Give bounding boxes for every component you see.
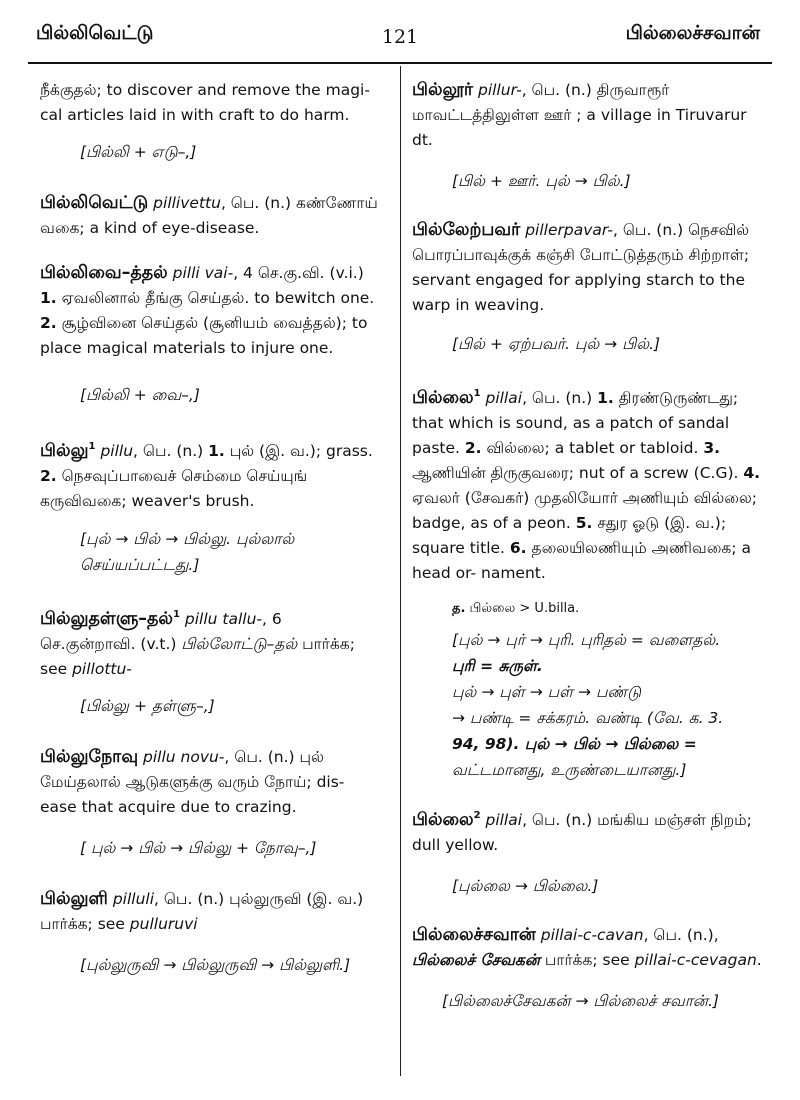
etymology-line: 94, 98). புல் → பில் → பில்லை =	[452, 734, 697, 753]
right-column	[412, 78, 764, 1014]
etymology: [பில் + ஏற்பவர். புல் → பில்.]	[452, 335, 661, 353]
left-column	[40, 78, 380, 978]
definition: புல் (இ. வ.); grass.	[224, 441, 373, 460]
cognate	[452, 596, 764, 621]
definition: , பெ. (n.)	[133, 441, 209, 460]
entry-pillu-novu	[40, 745, 380, 820]
headword: பில்லுதள்ளு–தல்$^1$	[40, 608, 180, 629]
transliteration: pillerpavar-	[525, 221, 613, 239]
header-rule	[28, 62, 772, 64]
sense-number: 1.	[40, 289, 57, 307]
etymology: [பில்லு + தள்ளு–,]	[80, 696, 215, 715]
entry-pillu-1	[40, 434, 380, 514]
headword: பில்லிவை–த்தல்	[40, 263, 168, 283]
definition: சதுர ஓடு (இ. வ.); square title.	[412, 513, 727, 557]
entry-pillai-1	[412, 381, 764, 586]
definition: ஆணியின் திருகுவரை; nut of a screw (C.G).	[412, 463, 744, 482]
sense-number: 2.	[40, 466, 57, 485]
definition: திரண்டுருண்டது; that which is sound, as a patch of sandal paste.	[412, 388, 739, 457]
definition: சூழ்வினை செய்தல் (சூனியம் வைத்தல்); to place magical materials to injure one.	[40, 314, 368, 357]
headword: பில்லுளி	[40, 888, 108, 909]
sense-number: 4.	[743, 463, 761, 482]
etymology-line: புரி = சுருள்.	[452, 656, 543, 675]
headword: பில்லை$^2$	[412, 809, 481, 830]
entry-continuation	[40, 78, 380, 128]
definition: வில்லை; a tablet or tabloid.	[481, 438, 704, 457]
definition: ஏவலினால் தீங்கு செய்தல். to bewitch one.	[56, 289, 375, 307]
headword: பில்லை$^1$	[412, 387, 481, 408]
etymology: [பில் + ஊர். புல் → பில்.]	[452, 172, 631, 190]
definition: நெசவுப்பாவைச் செம்மை செய்யுங் கருவிவகை; weaver's brush.	[40, 466, 308, 510]
entry-pillai-2	[412, 803, 764, 858]
definition: , பெ. (n.) புல்லுருவி (இ. வ.) பார்க்க; see	[40, 889, 364, 933]
etymology-line: → பண்டி = சக்கரம். வண்டி (வே. க. 3.	[452, 708, 724, 727]
running-header-right: பில்லைச்சவான்	[625, 22, 760, 44]
definition: , 4 செ.கு.வி. (v.i.)	[233, 264, 364, 282]
transliteration: pilluli	[112, 889, 155, 908]
entry-pillu-tallu	[40, 602, 380, 682]
definition: , பெ. (n.) மங்கிய மஞ்சள் நிறம்; dull yellow.	[412, 810, 752, 854]
transliteration: pillu novu-	[143, 747, 225, 766]
definition: தலையிலணியும் அணிவகை; a head or- nament.	[412, 538, 751, 582]
headword: பில்லூர்	[412, 80, 474, 100]
entry-pillerpavar	[412, 218, 764, 318]
page-number: 121	[381, 26, 419, 48]
sense-number: 2.	[40, 314, 57, 332]
etymology: [புல்லை → பில்லை.]	[452, 876, 599, 895]
running-header-left: பில்லிவெட்டு	[36, 22, 154, 44]
headword: பில்லிவெட்டு	[40, 193, 149, 213]
transliteration: pillur-	[477, 81, 522, 99]
cross-reference: பில்லோட்டு–தல்	[181, 634, 298, 653]
etymology-line: புல் → புள் → பள் → பண்டு	[452, 682, 642, 701]
sense-number: 1.	[208, 441, 225, 460]
sense-number: 6.	[509, 538, 527, 557]
etymology	[452, 627, 764, 783]
entry-pillivettu	[40, 191, 380, 241]
sense-number: 3.	[703, 438, 721, 457]
etymology-line: [புல் → புர் → புரி. புரிதல் = வளைதல்.	[452, 630, 721, 649]
cognate-text: பில்லை > U.billa.	[465, 600, 580, 616]
transliteration: pilli vai-	[172, 264, 234, 282]
etymology-line: வட்டமானது, உருண்டையானது.]	[452, 760, 687, 779]
definition: , பெ. (n.) புல் மேய்தலால் ஆடுகளுக்கு வரும் நோய்; dis- ease that acquire due to crazing.	[40, 747, 345, 816]
transliteration: pillai-c-cavan	[540, 925, 644, 944]
definition: , 6 செ.குன்றாவி. (v.t.)	[40, 609, 282, 653]
transliteration: pillu tallu-	[184, 609, 262, 628]
cognate-language: த.	[452, 600, 466, 616]
sense-number: 2.	[464, 438, 482, 457]
headword: பில்லேற்பவர்	[412, 220, 521, 240]
definition: , பெ. (n.) கண்ணோய் வகை; a kind of eye-disease.	[40, 194, 378, 237]
etymology: [பில்லைச்சேவகன் → பில்லைச் சவான்.]	[442, 991, 719, 1010]
entry-pilluli	[40, 887, 380, 937]
headword: பில்லுநோவு	[40, 746, 139, 767]
etymology: [புல்லுருவி → பில்லுருவி → பில்லுளி.]	[80, 955, 351, 974]
definition: , பெ. (n.)	[522, 388, 598, 407]
definition: பார்க்க; see	[539, 950, 635, 969]
sense-number: 1.	[597, 388, 614, 407]
transliteration: pillai	[485, 810, 523, 829]
transliteration: pillai	[485, 388, 523, 407]
etymology: [ புல் → பில் → பில்லு + நோவு–,]	[80, 838, 317, 857]
entry-pillur	[412, 78, 764, 153]
definition: பார்க்க; see	[40, 634, 355, 678]
definition: , பெ. (n.),	[643, 925, 719, 944]
headword: பில்லு$^1$	[40, 440, 96, 461]
entry-pilli-vai	[40, 261, 380, 361]
see-reference: pulluruvi	[129, 914, 198, 933]
definition: .	[756, 950, 762, 969]
etymology: [பில்லி + வை–,]	[80, 386, 200, 404]
headword: பில்லைச்சவான்	[412, 924, 536, 945]
column-divider	[400, 66, 401, 1076]
definition: நீக்குதல்; to discover and remove the magi- cal articles laid in with craft to do harm.	[40, 81, 370, 124]
entry-pillai-c-cavan	[412, 923, 764, 973]
etymology: [பில்லி + எடு–,]	[80, 143, 197, 161]
see-reference: pillai-c-cevagan	[634, 950, 757, 969]
sense-number: 5.	[575, 513, 593, 532]
definition: , பெ. (n.) நெசவில் பொரப்பாவுக்குக் கஞ்சி போட்டுத்தரும் சிற்றாள்; servant engaged for applying starch to the warp in weaving.	[412, 221, 750, 314]
transliteration: pillu	[100, 441, 134, 460]
etymology: [புல் → பில் → பில்லு. புல்லால் செய்யப்பட்டது.]	[80, 529, 295, 574]
transliteration: pillivettu	[153, 194, 221, 212]
definition: ஏவலர் (சேவகர்) முதலியோர் அணியும் வில்லை; badge, as of a peon.	[412, 488, 757, 532]
cross-reference: பில்லைச் சேவகன்	[412, 950, 540, 969]
see-reference: pillottu-	[72, 659, 132, 678]
definition: , பெ. (n.) திருவாரூர் மாவட்டத்திலுள்ள ஊர் ; a village in Tiruvarur dt.	[412, 81, 747, 149]
